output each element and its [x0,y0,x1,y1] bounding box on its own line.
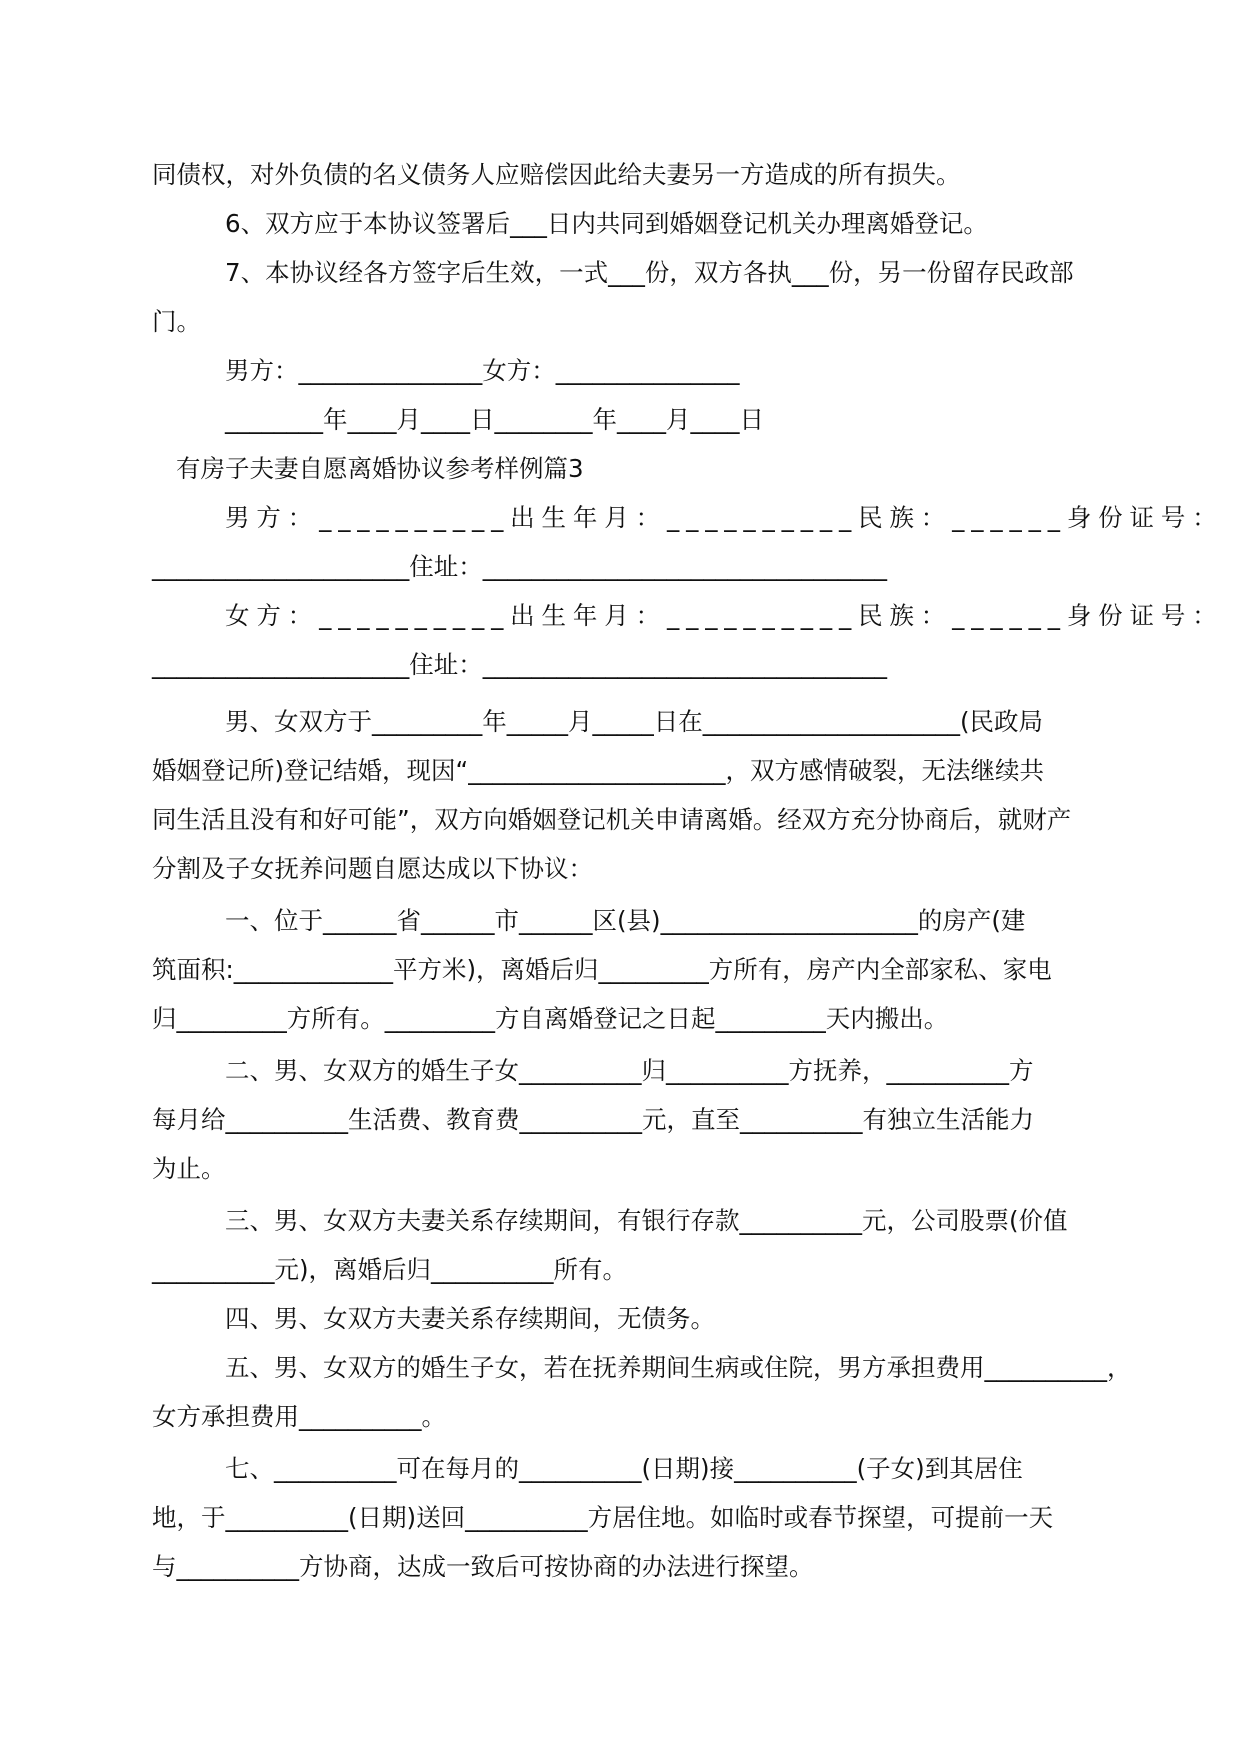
intro-paragraph-line: 男、女双方于_________年_____月_____日在_____________________(民政局 [225,707,1044,736]
clause-savings-line: 三、男、女双方夫妻关系存续期间，有银行存款__________元，公司股票(价值 [225,1206,1068,1235]
signature-line: 男方：_______________女方：_______________ [225,356,740,385]
male-address-line: _____________________住址：_________________________________ [152,552,887,581]
intro-paragraph-line: 同生活且没有和好可能”，双方向婚姻登记机关申请离婚。经双方充分协商后，就财产 [152,805,1072,834]
clause-property-line: 筑面积:_____________平方米)，离婚后归_________方所有，房产内全部家私、家电 [152,955,1052,984]
female-address-line: _____________________住址：_________________________________ [152,650,887,679]
clause-visitation-line: 地，于__________(日期)送回__________方居住地。如临时或春节探望，可提前一天 [152,1503,1054,1532]
male-info-line: 男方：__________出生年月：__________民族：______身份证号： [225,503,1224,532]
clause-property-line: 归_________方所有。_________方自离婚登记之日起_________天内搬出。 [152,1004,949,1033]
clause-medical-line: 女方承担费用__________。 [152,1402,446,1431]
date-line: ________年____月____日________年____月____日 [225,405,764,434]
text-line: 门。 [152,307,201,336]
female-info-line: 女方：__________出生年月：__________民族：______身份证号： [225,601,1224,630]
intro-paragraph-line: 婚姻登记所)登记结婚，现因“_____________________，双方感情破裂，无法继续共 [152,756,1044,785]
intro-paragraph-line: 分割及子女抚养问题自愿达成以下协议： [152,854,593,883]
section-title: 有房子夫妻自愿离婚协议参考样例篇3 [176,454,584,483]
clause-children-line: 每月给__________生活费、教育费__________元，直至__________有独立生活能力 [152,1105,1034,1134]
clause-7: 7、本协议经各方签字后生效，一式___份，双方各执___份，另一份留存民政部 [225,258,1074,287]
clause-visitation-line: 七、__________可在每月的__________(日期)接__________(子女)到其居住 [225,1454,1023,1483]
clause-children-line: 为止。 [152,1154,226,1183]
document-body [152,150,1224,1591]
clause-debt-line: 四、男、女双方夫妻关系存续期间，无债务。 [225,1304,715,1333]
clause-children-line: 二、男、女双方的婚生子女__________归__________方抚养，__________方 [225,1056,1034,1085]
clause-6: 6、双方应于本协议签署后___日内共同到婚姻登记机关办理离婚登记。 [225,209,988,238]
clause-property-line: 一、位于______省______市______区(县)_____________________的房产(建 [225,906,1026,935]
text-line: 同债权，对外负债的名义债务人应赔偿因此给夫妻另一方造成的所有损失。 [152,160,961,189]
clause-visitation-line: 与__________方协商，达成一致后可按协商的办法进行探望。 [152,1552,814,1581]
clause-medical-line: 五、男、女双方的婚生子女，若在抚养期间生病或住院，男方承担费用__________， [225,1353,1132,1382]
clause-savings-line: __________元)，离婚后归__________所有。 [152,1255,628,1284]
